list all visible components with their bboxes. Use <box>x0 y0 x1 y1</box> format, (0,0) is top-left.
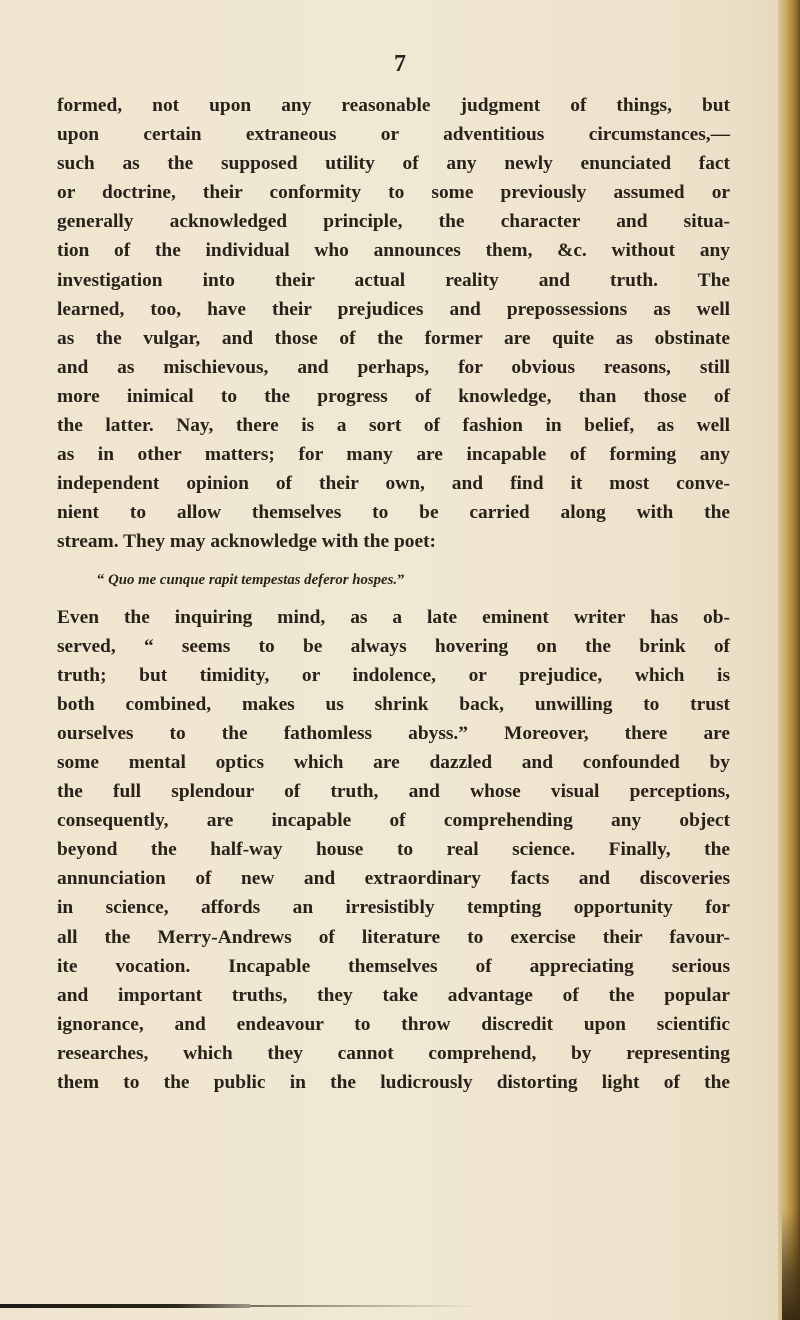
text-line: as in other matters; for many are incapable of forming any <box>57 444 730 466</box>
text-line: ite vocation. Incapable themselves of appreciating serious <box>57 955 730 977</box>
body-text <box>57 91 730 1097</box>
text-line: formed, not upon any reasonable judgment of things, but <box>57 95 730 116</box>
text-line: Even the inquiring mind, as a late eminent writer has ob- <box>57 606 730 628</box>
quote-close-mark: ” <box>397 571 405 588</box>
text-line: and as mischievous, and perhaps, for obvious reasons, still <box>57 356 730 378</box>
text-line: beyond the half-way house to real science. Finally, the <box>57 839 730 861</box>
text-line: the full splendour of truth, and whose visual perceptions, <box>57 781 730 803</box>
paragraph-1 <box>57 91 730 557</box>
text-line: and important truths, they take advantage of the popular <box>57 984 730 1006</box>
text-line: ourselves to the fathomless abyss.” Moreover, there are <box>57 722 730 744</box>
text-line: them to the public in the ludicrously distorting light of the <box>57 1072 730 1093</box>
text-line: ignorance, and endeavour to throw discredit upon scientific <box>57 1013 730 1035</box>
text-line: independent opinion of their own, and find it most conve- <box>57 473 730 495</box>
quote-open-mark: “ <box>97 571 109 588</box>
text-line: tion of the individual who announces them, &c. without any <box>57 240 730 262</box>
text-line: upon certain extraneous or adventitious circumstances,— <box>57 124 730 146</box>
scan-edge-shadow <box>0 1304 250 1308</box>
text-line: all the Merry-Andrews of literature to exercise their favour- <box>57 926 730 948</box>
text-line: more inimical to the progress of knowledge, than those of <box>57 385 730 407</box>
text-line: both combined, makes us shrink back, unwilling to trust <box>57 693 730 715</box>
text-line: or doctrine, their conformity to some previously assumed or <box>57 182 730 204</box>
text-line: consequently, are incapable of comprehending any object <box>57 810 730 832</box>
page-binding-edge <box>778 0 800 1320</box>
quote-latin-text: Quo me cunque rapit tempestas deferor hospes. <box>108 571 398 588</box>
page-number: 7 <box>394 51 406 77</box>
text-line: nient to allow themselves to be carried along with the <box>57 502 730 524</box>
paragraph-2 <box>57 603 730 1098</box>
text-line: researches, which they cannot comprehend, by representing <box>57 1042 730 1064</box>
page-binding-shadow <box>782 1210 800 1320</box>
text-line: learned, too, have their prejudices and prepossessions as well <box>57 298 730 320</box>
text-line: such as the supposed utility of any newly enunciated fact <box>57 153 730 175</box>
text-line: in science, affords an irresistibly tempting opportunity for <box>57 897 730 919</box>
text-line: some mental optics which are dazzled and confounded by <box>57 751 730 773</box>
text-line: truth; but timidity, or indolence, or prejudice, which is <box>57 664 730 686</box>
latin-quotation <box>57 557 730 603</box>
text-line: annunciation of new and extraordinary facts and discoveries <box>57 868 730 890</box>
text-line: the latter. Nay, there is a sort of fashion in belief, as well <box>57 415 730 437</box>
text-line: generally acknowledged principle, the character and situa- <box>57 211 730 233</box>
text-line: stream. They may acknowledge with the poet: <box>57 531 436 553</box>
text-line: investigation into their actual reality and truth. The <box>57 269 730 291</box>
text-line: served, “ seems to be always hovering on the brink of <box>57 635 730 657</box>
text-line: as the vulgar, and those of the former are quite as obstinate <box>57 327 730 349</box>
scan-edge-shadow-fade <box>250 1305 480 1307</box>
